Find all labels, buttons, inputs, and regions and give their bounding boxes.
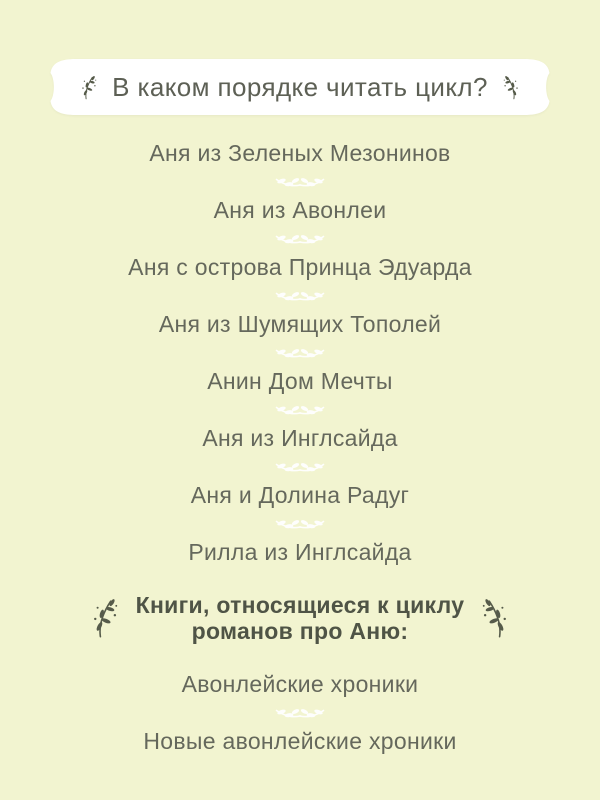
divider-row <box>273 225 327 252</box>
book-title: Аня из Зеленых Мезонинов <box>149 139 451 166</box>
leaf-sprig-icon <box>81 74 98 101</box>
book-title: Рилла из Инглсайда <box>188 538 412 565</box>
leaf-divider-icon <box>273 516 327 531</box>
leaf-sprig-icon <box>92 591 120 645</box>
divider-row <box>273 453 327 480</box>
book-title: Аня из Шумящих Тополей <box>158 310 442 337</box>
book-title: Новые авонлейские хроники <box>143 727 457 754</box>
related-section-heading <box>92 591 509 645</box>
leaf-sprig-icon <box>502 74 519 101</box>
book-title: Аня из Инглсайда <box>202 424 398 451</box>
leaf-divider-icon <box>273 705 327 720</box>
title-box <box>48 58 552 116</box>
divider-row <box>273 510 327 537</box>
leaf-divider-icon <box>273 345 327 360</box>
leaf-divider-icon <box>273 231 327 246</box>
leaf-divider-icon <box>273 402 327 417</box>
book-title: Авонлейские хроники <box>181 670 419 697</box>
divider-row <box>273 168 327 195</box>
leaf-divider-icon <box>273 174 327 189</box>
book-title: Аня и Долина Радуг <box>190 481 410 508</box>
divider-row <box>273 339 327 366</box>
section-heading-text <box>136 592 465 644</box>
divider-row <box>273 396 327 423</box>
leaf-sprig-icon <box>480 591 508 645</box>
page-title: В каком порядке читать цикл? <box>112 71 488 102</box>
book-title: Аня из Авонлеи <box>213 196 387 223</box>
divider-row <box>273 699 327 726</box>
leaf-divider-icon <box>273 459 327 474</box>
heading-line-1: Книги, относящиеся к циклу <box>135 592 465 618</box>
series-list <box>128 138 472 567</box>
title-row <box>48 58 552 116</box>
book-title: Аня с острова Принца Эдуарда <box>128 253 472 280</box>
heading-line-2: романов про Аню: <box>191 618 409 644</box>
related-books-list <box>143 669 456 756</box>
divider-row <box>273 282 327 309</box>
leaf-divider-icon <box>273 288 327 303</box>
book-title: Анин Дом Мечты <box>207 367 393 394</box>
